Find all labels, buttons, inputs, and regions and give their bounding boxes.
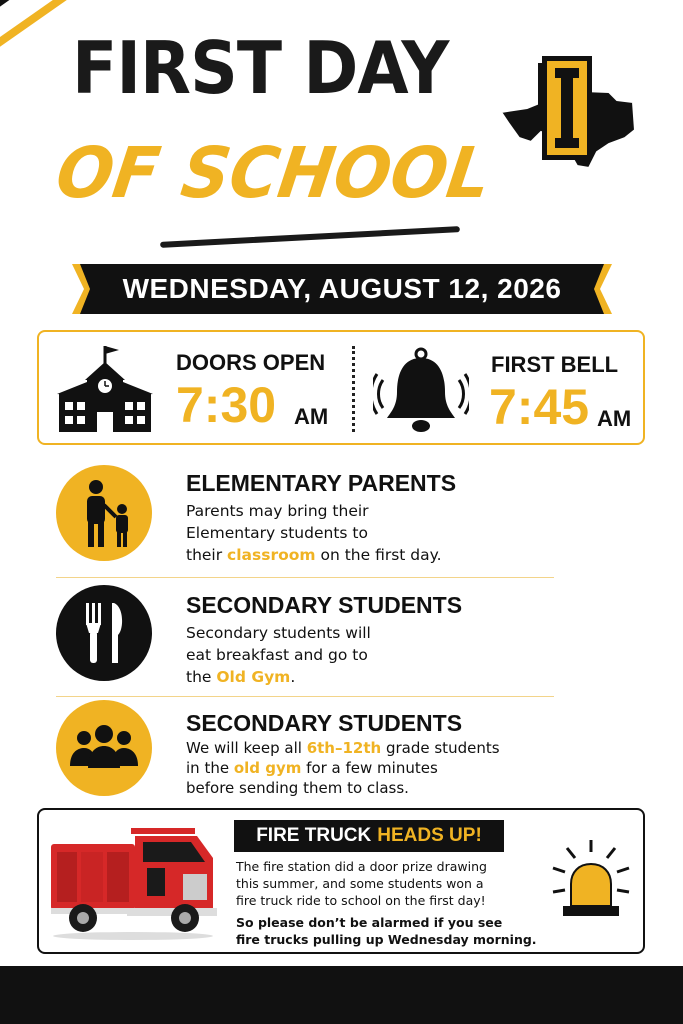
fire-truck-icon (47, 822, 219, 942)
fire-banner-text (234, 820, 504, 852)
first-bell-ampm: AM (597, 406, 632, 431)
fire-heading-gold: HEADS UP! (377, 825, 482, 846)
section3-line1 (186, 738, 500, 758)
section3-grades-highlight: 6th–12th (306, 739, 382, 757)
section3-line2-pre: in the (186, 759, 234, 777)
separator-2 (56, 696, 554, 697)
school-building-icon (55, 344, 155, 434)
section3-line1-post: grade students (381, 739, 500, 757)
fire-bold-body (236, 914, 537, 948)
title-first-day: FIRST DAY (72, 26, 449, 110)
siren-icon (547, 838, 635, 926)
fire-body (236, 858, 487, 909)
section3-body (186, 738, 500, 798)
fire-heading-white: FIRE TRUCK (256, 825, 372, 846)
section1-line3-pre: their (186, 546, 228, 564)
section1-title: ELEMENTARY PARENTS (186, 470, 457, 496)
doors-open-ampm: AM (294, 404, 329, 429)
section1-line3 (186, 544, 442, 566)
section2-highlight: Old Gym (216, 668, 291, 686)
section3-line2 (186, 758, 500, 778)
section2-circle (56, 585, 152, 681)
event-date: WEDNESDAY, AUGUST 12, 2026 (122, 273, 562, 304)
section2-body (186, 622, 371, 688)
section1-highlight: classroom (227, 546, 316, 564)
section1-line2: Elementary students to (186, 524, 368, 542)
section2-line3-post: . (290, 668, 296, 686)
doors-open-label: DOORS OPEN (176, 350, 326, 375)
times-divider (352, 346, 355, 432)
title-of-school: OF SCHOOL (51, 132, 496, 214)
bell-icon (373, 346, 469, 436)
bottom-brush-band (0, 966, 683, 1024)
fire-line4: So please don’t be alarmed if you see (236, 915, 503, 930)
first-bell-time: 7:45 (489, 379, 590, 435)
section2-line3 (186, 666, 371, 688)
logo-letter: I (567, 112, 568, 113)
section3-line1-pre: We will keep all (186, 739, 307, 757)
group-people-icon (56, 700, 152, 796)
fire-line3: fire truck ride to school on the first day! (236, 893, 486, 908)
section2-line1: Secondary students will (186, 624, 371, 642)
fire-line2: this summer, and some students won a (236, 876, 484, 891)
separator-1 (56, 577, 554, 578)
section1-body (186, 500, 442, 566)
section3-title: SECONDARY STUDENTS (186, 710, 463, 736)
first-bell-label: FIRST BELL (491, 352, 619, 377)
fork-knife-icon (56, 585, 152, 681)
fire-line1: The fire station did a door prize drawing (236, 859, 487, 874)
date-banner (72, 264, 612, 314)
parent-child-icon (56, 465, 152, 561)
times-card (37, 330, 645, 445)
fire-banner (234, 820, 504, 852)
section2-line2: eat breakfast and go to (186, 646, 368, 664)
title-underline (160, 226, 460, 248)
section2-title: SECONDARY STUDENTS (186, 592, 463, 618)
fire-truck-card (37, 808, 645, 954)
school-logo-texas-icon (497, 52, 639, 172)
section3-circle (56, 700, 152, 796)
section1-line1: Parents may bring their (186, 502, 369, 520)
section3-line2-post: for a few minutes (301, 759, 438, 777)
section3-gym-highlight: old gym (233, 759, 302, 777)
section1-circle (56, 465, 152, 561)
section2-line3-pre: the (186, 668, 217, 686)
section1-line3-post: on the first day. (315, 546, 442, 564)
doors-open-time: 7:30 (176, 377, 277, 433)
date-banner-bar (92, 264, 592, 314)
section3-line3: before sending them to class. (186, 779, 409, 797)
fire-line5: fire trucks pulling up Wednesday morning. (236, 932, 537, 947)
